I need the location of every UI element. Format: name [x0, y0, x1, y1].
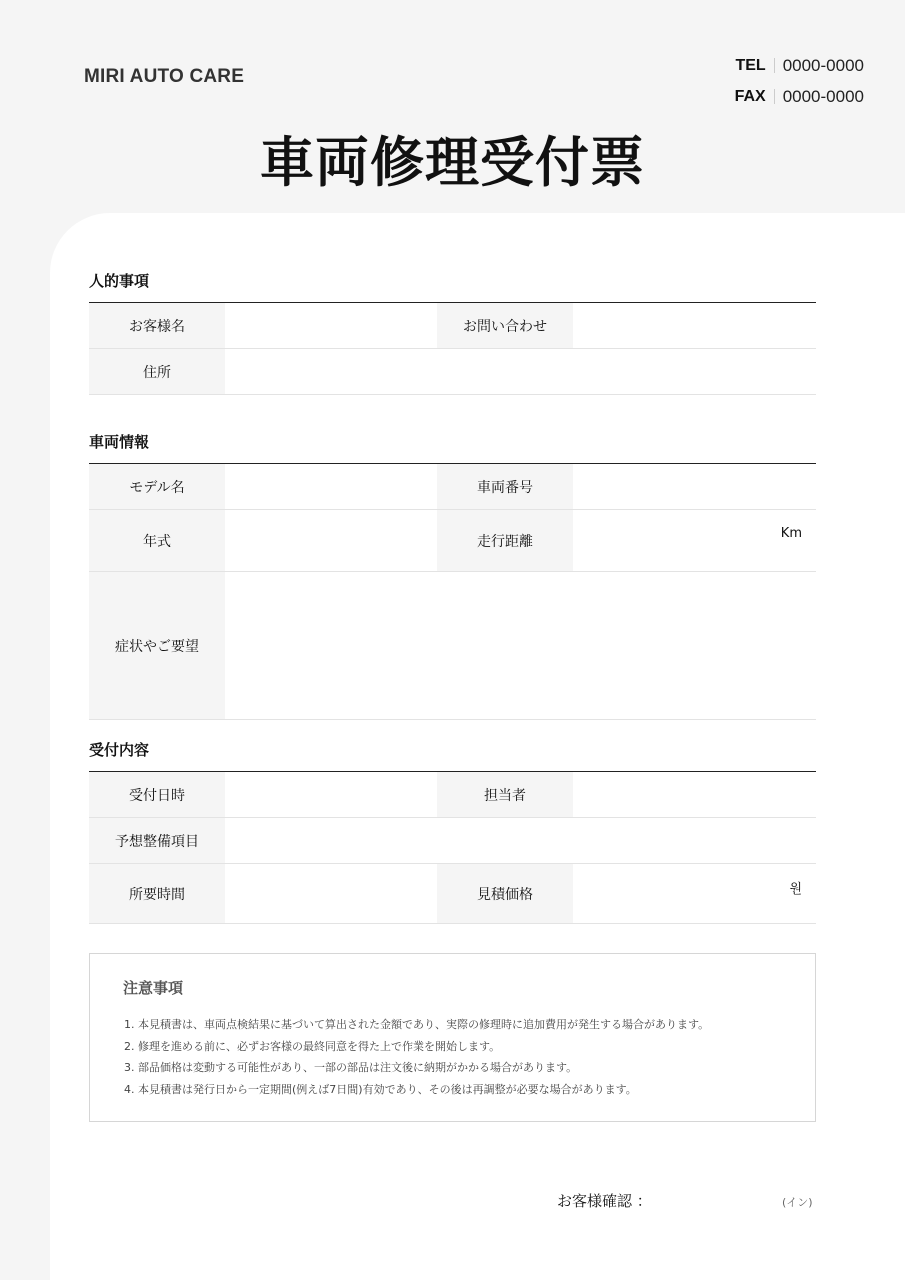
personal-table: [89, 302, 816, 395]
table-row: [89, 464, 816, 510]
model-field[interactable]: [225, 464, 437, 510]
tel-row: [735, 50, 864, 81]
reception-table: [89, 771, 816, 924]
section-title-personal: 人的事項: [89, 272, 150, 290]
estimate-field[interactable]: 원: [573, 864, 816, 924]
tel-value: 0000-0000: [782, 55, 864, 75]
customer-name-field[interactable]: [225, 303, 437, 349]
symptoms-field[interactable]: [225, 572, 816, 720]
list-item: 3. 部品価格は変動する可能性があり、一部の部品は注文後に納期がかかる場合があります。: [124, 1061, 578, 1074]
inquiry-field[interactable]: [573, 303, 816, 349]
tel-label: TEL: [735, 56, 766, 74]
table-row: [89, 303, 816, 349]
table-row: [89, 864, 816, 924]
staff-field[interactable]: [573, 772, 816, 818]
table-row: [89, 572, 816, 720]
estimate-label: 見積価格: [437, 864, 573, 924]
vehicle-table: [89, 463, 816, 720]
list-item: 4. 本見積書は発行日から一定期間(例えば7日間)有効であり、その後は再調整が必要な場合があります。: [124, 1082, 637, 1096]
items-label: 予想整備項目: [89, 818, 225, 864]
brand-name: MIRI AUTO CARE: [84, 66, 245, 87]
items-field[interactable]: [225, 818, 816, 864]
address-field[interactable]: [225, 349, 816, 395]
page-title: 車両修理受付票: [260, 131, 645, 194]
mileage-label: 走行距離: [437, 510, 573, 572]
customer-confirm-label: お客様確認 ：: [557, 1192, 652, 1210]
notice-list: [124, 1014, 709, 1100]
section-title-reception: 受付内容: [89, 741, 150, 759]
duration-label: 所要時間: [89, 864, 225, 924]
plate-field[interactable]: [573, 464, 816, 510]
fax-label: FAX: [734, 87, 766, 105]
table-row: [89, 818, 816, 864]
duration-field[interactable]: [225, 864, 437, 924]
staff-label: 担当者: [437, 772, 573, 818]
divider: [774, 58, 775, 73]
section-title-vehicle: 車両情報: [89, 433, 150, 451]
contact-info: [735, 50, 864, 112]
model-label: モデル名: [89, 464, 225, 510]
inquiry-label: お問い合わせ: [437, 303, 573, 349]
list-item: 2. 修理を進める前に、必ずお客様の最終同意を得た上で作業を開始します。: [124, 1039, 501, 1053]
table-row: [89, 772, 816, 818]
notice-title: 注意事項: [123, 979, 184, 997]
address-label: 住所: [89, 349, 225, 395]
table-row: [89, 349, 816, 395]
symptoms-label: 症状やご要望: [89, 572, 225, 720]
notice-box: [89, 953, 816, 1122]
year-label: 年式: [89, 510, 225, 572]
customer-name-label: お客様名: [89, 303, 225, 349]
fax-value: 0000-0000: [782, 86, 864, 106]
date-label: 受付日時: [89, 772, 225, 818]
date-field[interactable]: [225, 772, 437, 818]
signature-note[interactable]: (イン): [782, 1196, 813, 1209]
list-item: 1. 本見積書は、車両点検結果に基づいて算出された金額であり、実際の修理時に追加費用が発生する場合があります。: [124, 1018, 710, 1031]
table-row: [89, 510, 816, 572]
year-field[interactable]: [225, 510, 437, 572]
fax-row: [735, 81, 864, 112]
plate-label: 車両番号: [437, 464, 573, 510]
mileage-field[interactable]: Km: [573, 510, 816, 572]
divider: [774, 89, 775, 104]
